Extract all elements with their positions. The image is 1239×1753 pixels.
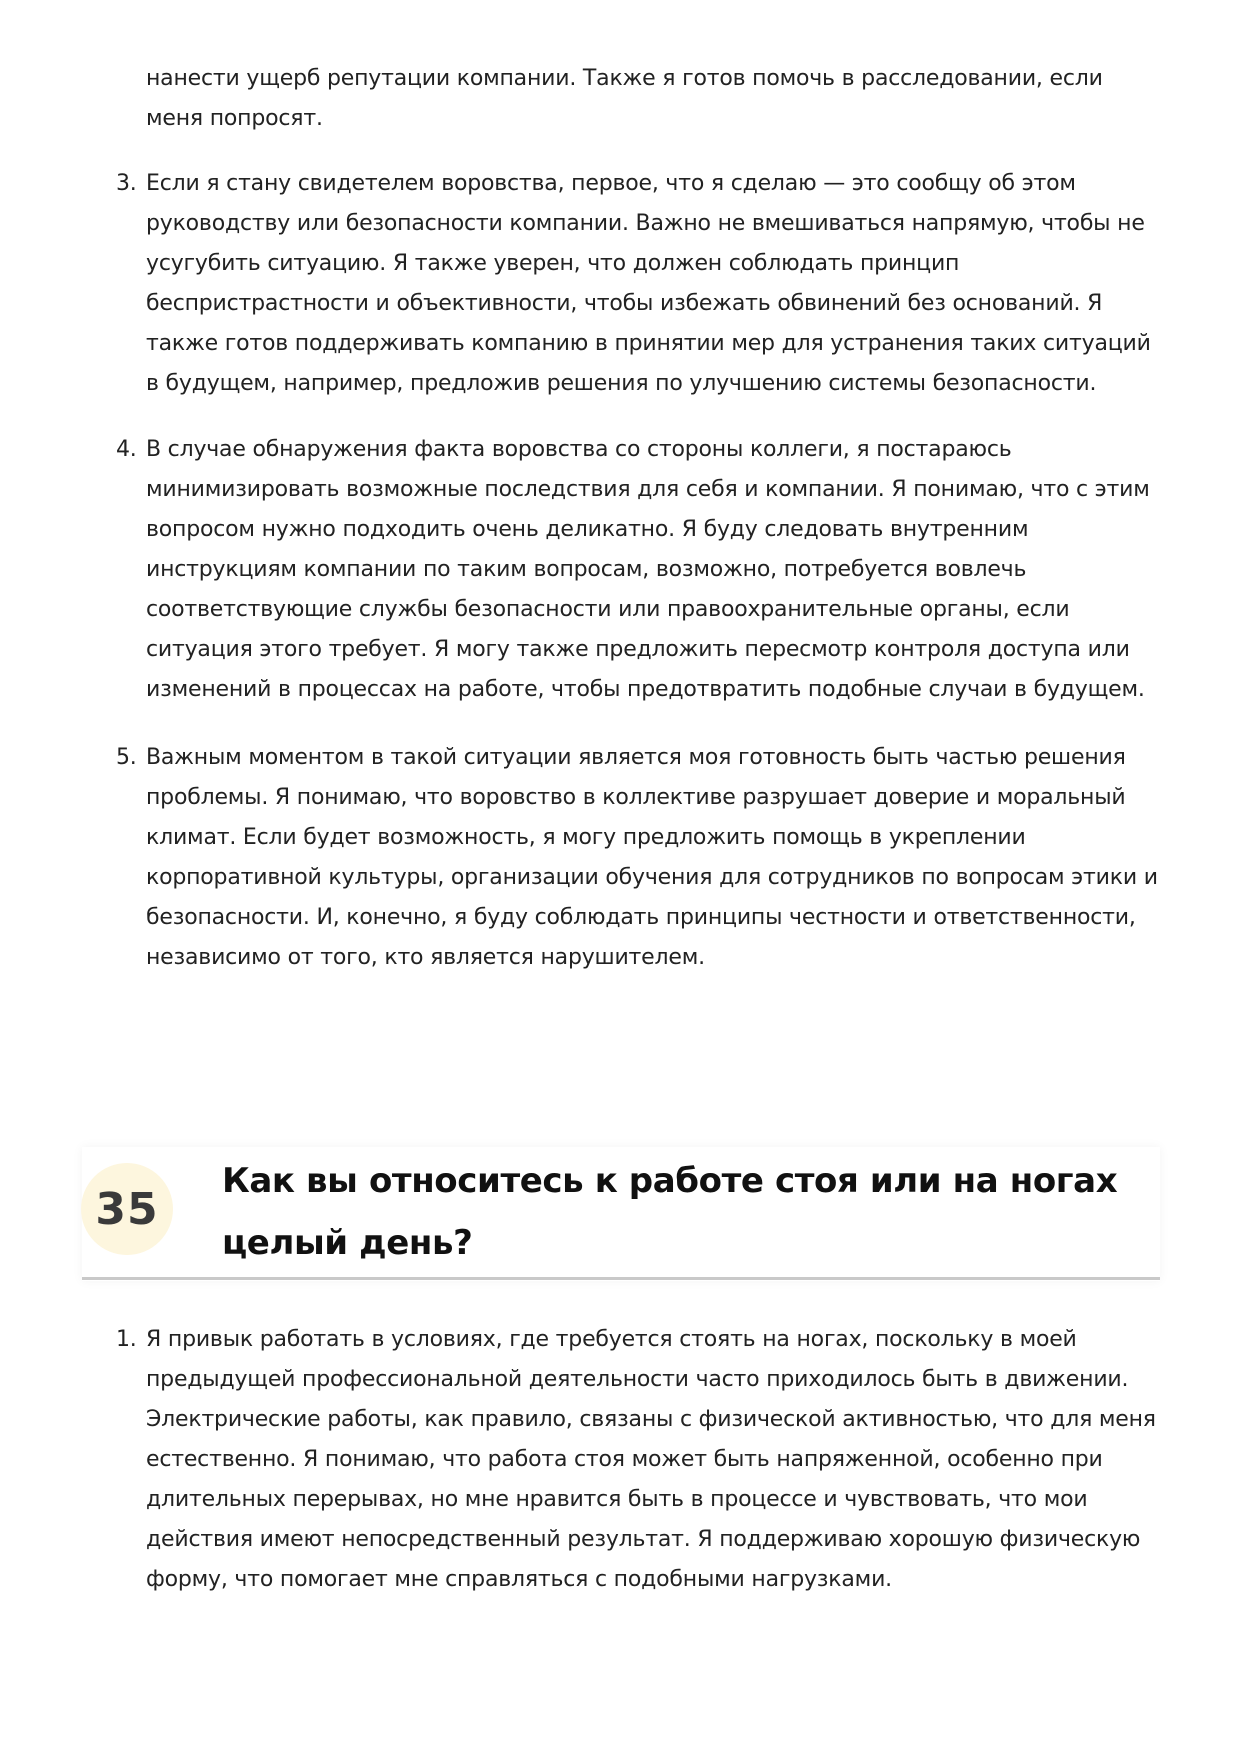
question-number-badge: 35	[81, 1163, 173, 1255]
answer-item-number: 1.	[116, 1327, 137, 1352]
list-item	[116, 430, 1166, 710]
list-item-text: В случае обнаружения факта воровства со стороны коллеги, я постараюсь минимизировать возможные последствия для себя и компании. Я понимаю, что с этим вопросом нужно подходить очень деликатно. Я буду следовать внутренним инструкциям компании по таким вопросам, возможно, потребуется вовлечь соответствующие службы безопасности или правоохранительные органы, если ситуация этого требует. Я могу также предложить пересмотр контроля доступа или изменений в процессах на работе, чтобы предотвратить подобные случаи в будущем.	[146, 437, 1150, 702]
list-item-number: 4.	[116, 437, 137, 462]
question-title: Как вы относитесь к работе стоя или на ногах целый день?	[222, 1161, 1118, 1263]
continuation-paragraph: нанести ущерб репутации компании. Также я готов помочь в расследовании, если меня попросят.	[146, 66, 1103, 131]
list-item-text: Важным моментом в такой ситуации является моя готовность быть частью решения проблемы. Я понимаю, что воровство в коллективе разрушает доверие и моральный климат. Если будет возможность, я могу предложить помощь в укреплении корпоративной культуры, организации обучения для сотрудников по вопросам этики и безопасности. И, конечно, я буду соблюдать принципы честности и ответственности, независимо от того, кто является нарушителем.	[146, 745, 1158, 970]
answer-item	[116, 1320, 1166, 1600]
list-item	[116, 738, 1166, 978]
answer-item-text: Я привык работать в условиях, где требуется стоять на ногах, поскольку в моей предыдущей профессиональной деятельности часто приходилось быть в движении. Электрические работы, как правило, связаны с физической активностью, что для меня естественно. Я понимаю, что работа стоя может быть напряженной, особенно при длительных перерывах, но мне нравится быть в процессе и чувствовать, что мои действия имеют непосредственный результат. Я поддерживаю хорошую физическую форму, что помогает мне справляться с подобными нагрузками.	[146, 1327, 1156, 1592]
question-divider	[82, 1277, 1160, 1280]
list-item-number: 3.	[116, 171, 137, 196]
list-item-text: Если я стану свидетелем воровства, первое, что я сделаю — это сообщу об этом руководству или безопасности компании. Важно не вмешиваться напрямую, чтобы не усугубить ситуацию. Я также уверен, что должен соблюдать принцип беспристрастности и объективности, чтобы избежать обвинений без оснований. Я также готов поддерживать компанию в принятии мер для устранения таких ситуаций в будущем, например, предложив решения по улучшению системы безопасности.	[146, 171, 1151, 396]
list-item	[116, 164, 1166, 404]
list-item-number: 5.	[116, 745, 137, 770]
